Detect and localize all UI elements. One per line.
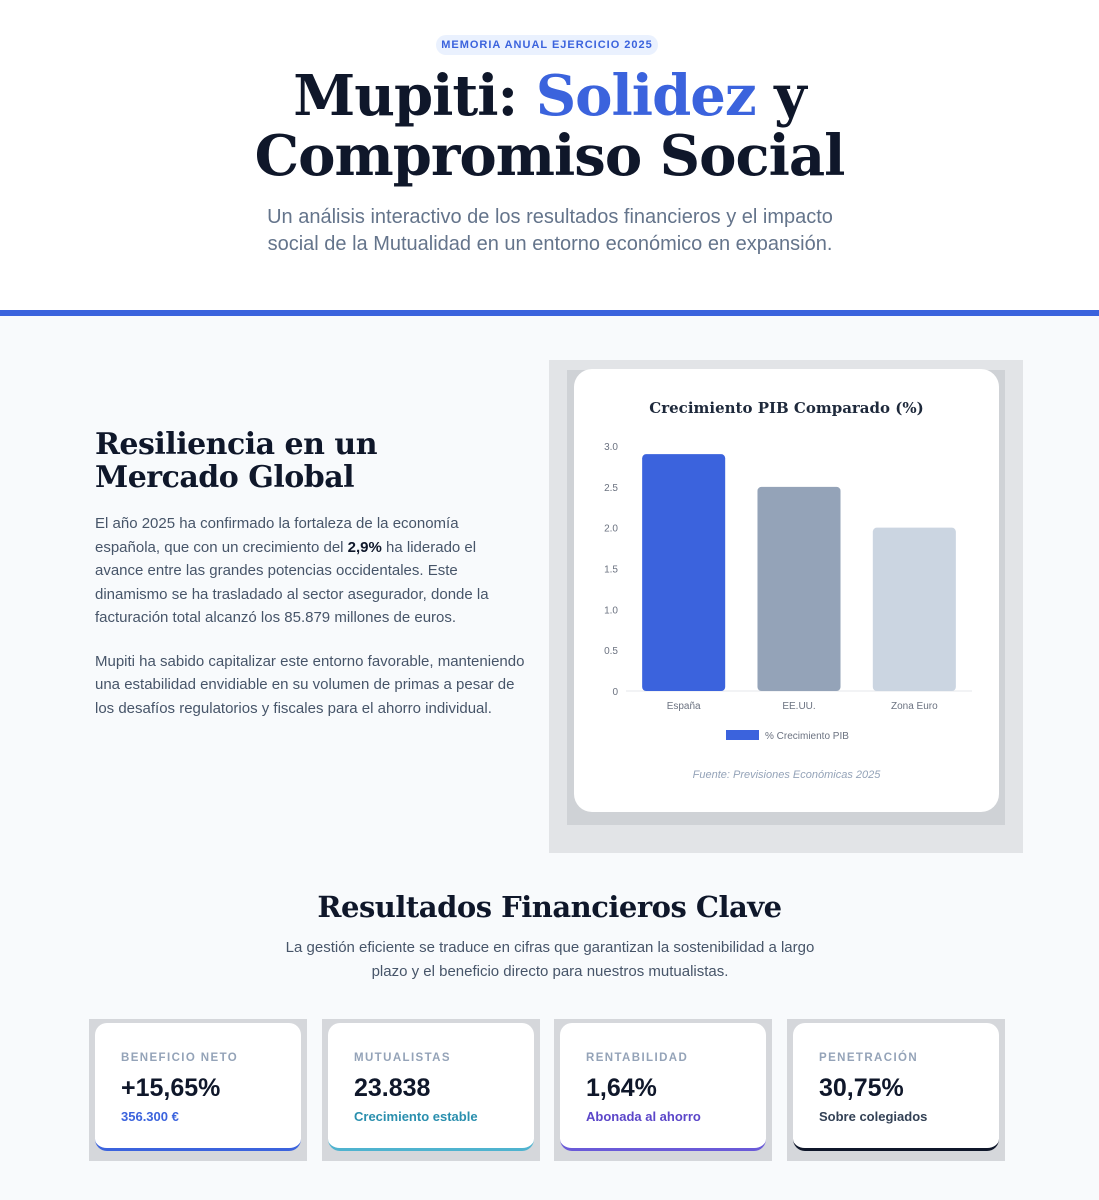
x-tick-label: Zona Euro	[890, 701, 938, 712]
legend-label: % Crecimiento PIB	[765, 731, 849, 742]
chart-card	[574, 369, 999, 812]
y-tick-label: 0.5	[604, 646, 618, 658]
kpi-subtext: Crecimiento estable	[354, 1109, 478, 1124]
market-paragraph-1	[95, 512, 525, 630]
y-tick-label: 1.5	[604, 564, 618, 576]
kpi-value: 30,75%	[819, 1074, 904, 1102]
title-line-2: Compromiso Social	[254, 123, 845, 189]
kpi-subtext: 356.300 €	[121, 1109, 179, 1124]
kpi-card-wrapper	[787, 1019, 1005, 1161]
kpi-card-return	[560, 1023, 766, 1151]
market-text	[95, 428, 525, 720]
kpi-value: 23.838	[354, 1074, 431, 1102]
y-tick-label: 2.5	[604, 482, 618, 494]
title-part-2: y	[755, 63, 806, 129]
kpi-label: BENEFICIO NETO	[121, 1052, 239, 1064]
kpi-subtext: Abonada al ahorro	[586, 1109, 701, 1124]
kpi-value: 1,64%	[586, 1074, 657, 1102]
title-accent: Solidez	[535, 63, 756, 129]
y-tick-label: 2.0	[604, 523, 618, 535]
kpi-card-penetration	[793, 1023, 999, 1151]
page-subtitle: Un análisis interactivo de los resultados financieros y el impacto social de la Mutualidad en un entorno económico en expansión.	[267, 206, 833, 255]
kpi-card-wrapper	[554, 1019, 772, 1161]
gdp-highlight: 2,9%	[347, 538, 382, 556]
kpi-subtext: Sobre colegiados	[819, 1109, 928, 1124]
x-tick-label: EE.UU.	[782, 701, 816, 712]
y-tick-label: 3.0	[604, 442, 618, 453]
chart-title: Crecimiento PIB Comparado (%)	[649, 399, 924, 417]
bar-zona-euro	[873, 528, 956, 691]
kpi-value: +15,65%	[121, 1074, 221, 1102]
kpi-card-net-profit	[95, 1023, 301, 1151]
bar-espa-a	[642, 454, 725, 691]
kpi-label: MUTUALISTAS	[354, 1052, 451, 1064]
market-paragraph-2: Mupiti ha sabido capitalizar este entorno favorable, manteniendo una estabilidad envidiable en su volumen de primas a pesar de los desafíos regulatorios y fiscales para el ahorro individual.	[95, 652, 525, 717]
p1-text-before: El año 2025 ha confirmado la fortaleza de la economía española, que con un crecimiento del	[95, 515, 459, 556]
kpi-card-wrapper	[89, 1019, 307, 1161]
kpi-card-members	[328, 1023, 534, 1151]
x-tick-label: España	[666, 701, 701, 712]
chart-source: Fuente: Previsiones Económicas 2025	[692, 769, 881, 781]
page-title	[0, 63, 1099, 189]
kpi-label: RENTABILIDAD	[586, 1052, 689, 1064]
chart-container	[549, 360, 1023, 853]
market-section	[0, 316, 1099, 876]
results-heading: Resultados Financieros Clave	[317, 890, 782, 924]
y-tick-label: 1.0	[604, 605, 618, 617]
report-year-badge: MEMORIA ANUAL EJERCICIO 2025	[436, 35, 658, 55]
hero-section	[0, 0, 1099, 310]
kpi-label: PENETRACIÓN	[819, 1052, 919, 1064]
title-part-1: Mupiti:	[293, 63, 536, 129]
market-heading: Resiliencia en un Mercado Global	[95, 427, 378, 495]
y-tick-label: 0	[612, 687, 618, 698]
gdp-bar-chart	[574, 369, 999, 812]
legend-swatch	[726, 730, 759, 740]
results-section	[0, 876, 1099, 1200]
results-subtitle: La gestión eficiente se traduce en cifras que garantizan la sostenibilidad a largo plazo y el beneficio directo para nuestros mutualistas.	[285, 939, 815, 980]
p1-text-after: ha liderado el avance entre las grandes potencias occidentales. Este dinamismo se ha trasladado al sector asegurador, donde la facturación total alcanzó los 85.879 millones de euros.	[95, 538, 489, 626]
bar-ee-uu-	[757, 487, 840, 691]
kpi-card-wrapper	[322, 1019, 540, 1161]
